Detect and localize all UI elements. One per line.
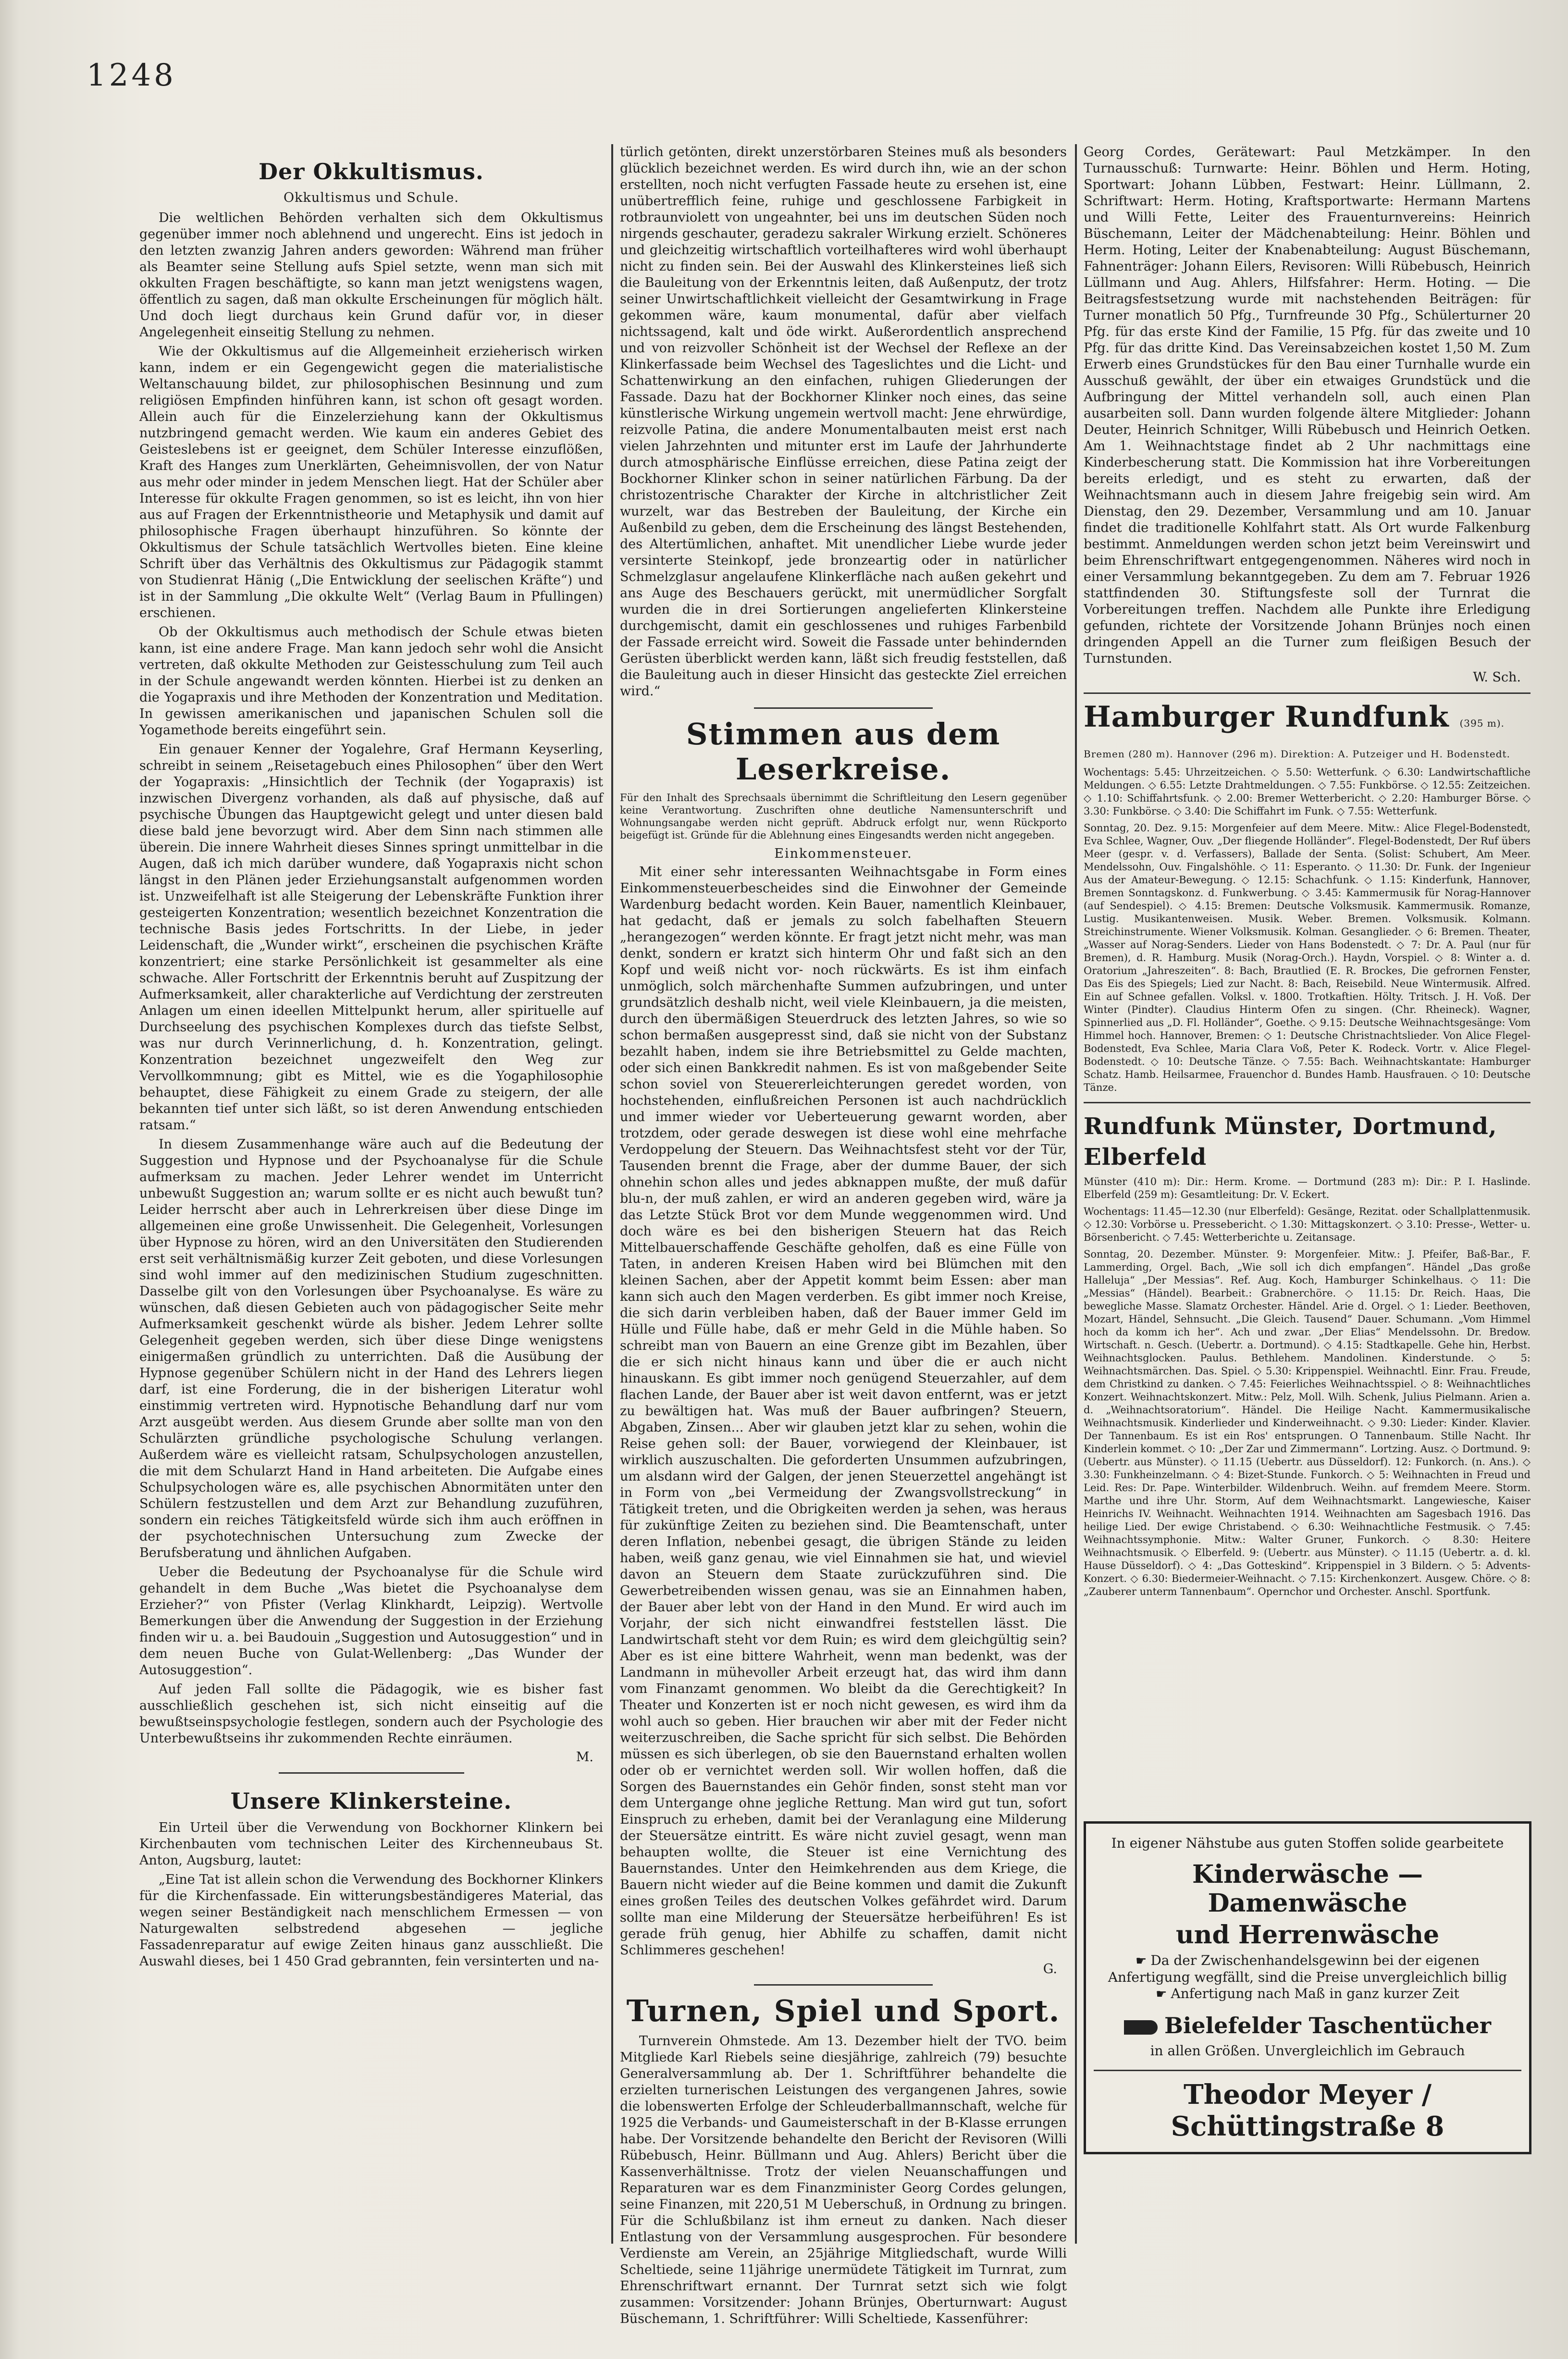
radio-program: Sonntag, 20. Dezember. Münster. 9: Morgenfeier. Mitw.: J. Pfeifer, Baß-Bar., F. Lammerding, Orgel. Bach, „Wie soll ich dich empfangen“. Händel „Das große Halleluja“ „Der Messias“. Ref. Aug. Koch, Hamburger Schinkelhaus. ◇ 11: Die „Messias“ (Händel). Bearbeit.: Grabnerchöre. ◇ 11.15: Dr. Reich. Haas, Die bewegliche Masse. Slamatz Orchester. Händel. Arie d. Orgel. ◇ 1: Lieder. Beethoven, Mozart, Händel, Sehnsucht. „Die Gleich. Tausend“ Dauer. Schumann. „Vom Himmel hoch da komm ich her“. Ach und zwar. „Der Elias“ Mendelssohn. Dr. Bredow. Wirtschaft. n. Gesch. (Uebertr. a. Dortmund). ◇ 4.15: Stadtkapelle. Gehe hin, Herbst. Weihnachtsglocken. Paulus. Bethlehem. Mandolinen. Kinderstunde. ◇ 5: Weihnachtsmärchen. Das. Spiel. ◇ 5.30: Krippenspiel. Weihnachtl. Einr. Frau. Freude, dem Christkind zu danken. ◇ 7.45: Feierliches Weihnachtsspiel. ◇ 8: Weihnachtliches Konzert. Weihnachtskonzert. Mitw.: Pelz, Moll. Wilh. Schenk, Julius Pielmann. Arien a. d. „Weihnachtsoratorium“. Händel. Die Heilige Nacht. Kammermusikalische Weihnachtsmusik. Kinderlieder und Kinderweihnacht. ◇ 9.30: Lieder: Kinder. Klavier. Der Tannenbaum. Es ist ein Ros' entsprungen. O Tannenbaum. Stille Nacht. Ihr Kinderlein kommet. ◇ 10: „Der Zar und Zimmermann“. Lortzing. Ausz. ◇ Dortmund. 9: (Uebertr. aus Münster). ◇ 11.15 (Uebertr. aus Düsseldorf). 12: Funkorch. (n. Ans.). ◇ 3.30: Funkheinzelmann. ◇ 4: Bizet-Stunde. Funkorch. ◇ 5: Weihnachten in Freud und Leid. Res: Dr. Pape. Winterbilder. Wildenbruch. Weihn. auf fremdem Meere. Storm. Marthe und ihre Uhr. Storm, Auf dem Weihnachtsmarkt. Langewiesche, Kaiser Heinrichs IV. Weihnacht. Weihnachten 1914. Weihnachten am Sagesbach 1916. Das heilige Lied. Der ewige Christabend. ◇ 6.30: Weihnachtliche Festmusik. ◇ 7.45: Weihnachtssymphonie. Mitw.: Walter Gruner, Funkorch. ◇ 8.30: Heitere Weihnachtsmusik. ◇ Elberfeld. 9: (Uebertr. aus Münster). ◇ 11.15 (Uebertr. a. d. kl. Hause Düsseldorf). ◇ 4: „Das Gotteskind“. Krippenspiel in 3 Bildern. ◇ 5: Advents-Konzert. ◇ 6.30: Biedermeier-Weihnacht. ◇ 7.15: Kirchenkonzert. Ausgew. Chöre. ◇ 8: „Zauberer unterm Tannenbaum“. Opernchor und Orchester. Anschl. Sportfunk.	[1084, 1248, 1531, 1597]
divider	[1084, 692, 1531, 694]
column-divider	[1075, 144, 1077, 2244]
ad-shop-name: Theodor Meyer / Schüttingstraße 8	[1094, 2070, 1521, 2142]
paragraph: In diesem Zusammenhange wäre auch auf die Bedeutung der Suggestion und Hypnose und der Psychoanalyse für die Schule aufmerksam zu machen. Jeder Lehrer wendet im Unterricht unbewußt Suggestion an; warum sollte er es nicht auch bewußt tun? Leider herrscht aber auch in Lehrerkreisen über diese Dinge im allgemeinen eine große Unwissenheit. Die Gelegenheit, Vorlesungen über Hypnose zu hören, wird an den Universitäten den Studierenden erst seit verhältnismäßig kurzer Zeit geboten, und diese Vorlesungen sind wohl immer auf den medizinischen Studium zugeschnitten. Dasselbe gilt von den Vorlesungen über Psychoanalyse. Es wäre zu wünschen, daß diesen Gebieten auch von pädagogischer Seite mehr Aufmerksamkeit geschenkt würde als bisher. Jedem Lehrer sollte Gelegenheit gegeben werden, sich über diese Dinge wenigstens einigermaßen gründlich zu unterrichten. Daß die Ausübung der Hypnose gegenüber Schülern nicht in der Hand des Lehrers liegen darf, ist eine Forderung, die in der bisherigen Literatur wohl einstimmig vertreten wird. Hypnotische Behandlung darf nur vom Arzt ausgeübt werden. Aus diesem Grunde aber sollte man von den Schulärzten gründliche psychologische Schulung verlangen. Außerdem wäre es vielleicht ratsam, Schulpsychologen anzustellen, die mit dem Schularzt Hand in Hand arbeiteten. Die Aufgabe eines Schulpsychologen wäre es, alle psychischen Abnormitäten unter den Schülern festzustellen und dem Arzt zur Behandlung zuzuführen, sondern ein reiches Tätigkeitsfeld würde sich ihm auch eröffnen in der psychotechnischen Untersuchung zum Zwecke der Berufsberatung und ähnlichen Aufgaben.	[139, 1137, 603, 1560]
paragraph: „Eine Tat ist allein schon die Verwendung des Bockhorner Klinkers für die Kirchenfassade. Ein witterungsbeständigeres Material, das wegen seiner Beständigkeit nach menschlichem Ermessen — von Naturgewalten selbstredend abgesehen — jegliche Fassadenreparatur auf ewige Zeiten hinaus ganz ausschließt. Die Auswahl dieses, bei 1 450 Grad gebrannten, fein versinterten und na-	[139, 1872, 603, 1969]
paragraph: Mit einer sehr interessanten Weihnachtsgabe in Form eines Einkommensteuerbescheides sind die Einwohner der Gemeinde Wardenburg bedacht worden. Kein Bauer, namentlich Kleinbauer, hat gedacht, daß er jemals zu solch fabelhaften Steuern „herangezogen“ werden könnte. Er fragt jetzt nicht mehr, was man denkt, sondern er kratzt sich hinterm Ohr und faßt sich an den Kopf und weiß nicht vor- noch rückwärts. Es ist ihm einfach unmöglich, solch märchenhafte Summen aufzubringen, und unter grundsätzlich deshalb nicht, weil viele Kleinbauern, ja die meisten, durch den übermäßigen Steuerdruck des letzten Jahres, so wie so schon bermaßen ausgepresst sind, daß sie nicht von der Substanz bezahlt haben, indem sie ihre Betriebsmittel zu Gelde machten, oder sich einen Bankkredit nahmen. Es ist von maßgebender Seite schon soviel von Steuererleichterungen geredet worden, von hochstehenden, einflußreichen Personen ist auch nachdrücklich und immer wieder vor Ueberteuerung gewarnt worden, aber trotzdem, oder gerade deswegen ist diese wohl eine mehrfache Verdoppelung der Steuern. Das Weihnachtsfest steht vor der Tür, Tausenden brennt die Frage, aber der dumme Bauer, der sich ohnehin schon alles und jedes abknappen mußte, der muß dafür blu-n, der muß zahlen, er wird an anderen gegeben wird, wäre ja das Letzte Stück Brot vor dem Munde weggenommen wird. Und doch wäre es bei den bisherigen Steuern hat das Reich Mittelbauerschaffende Geschäfte geholfen, daß es eine Fülle von Taten, in anderen Kreisen Haben wird bei Blümchen mit den kleinen Sachen, aber der Appetit kommt beim Essen: aber man kann sich auch den Magen verderben. Es gibt immer noch Kreise, die sich darin verbleiben haben, daß der Bauer immer Geld im Hülle und Fülle habe, daß er mehr Geld in die Mühle haben. So schreibt man von Bauern an eine Grenze gibt im Bezahlen, über die er sich nicht hinaus kann und über die er auch nicht hinauskann. Es gibt immer noch genügend Steuerzahler, auf dem flachen Lande, der Bauer aber ist weit davon entfernt, was er jetzt zu bewältigen hat. Was muß der Bauer aufbringen? Steuern, Abgaben, Zinsen... Aber wir glauben jetzt klar zu sehen, wohin die Reise gehen soll: der Bauer, vorwiegend der Kleinbauer, ist wirklich auszuschalten. Die geforderten Unsummen aufzubringen, um alsdann wird der Galgen, der jenen Steuerzettel angehängt ist in Form von „bei Vermeidung der Zwangsvollstreckung“ in Tätigkeit treten, und die Obrigkeiten werden ja sehen, was heraus für zukünftige Zeiten zu beziehen sind. Die Beamtenschaft, unter deren Inflation, nebenbei gesagt, die übrigen Stände zu leiden haben, weiß ganz genau, wie viel Einnahmen sie hat, und wieviel davon an Steuern dem Staate zurückzuführen sind. Die Gewerbetreibenden wissen genau, was sie an Einnahmen haben, der Bauer aber lebt von der Hand in den Mund. Er wird auch im Vorjahr, der sich nicht einwandfrei feststellen lässt. Die Landwirtschaft steht vor dem Ruin; es wird dem gleichgültig sein? Aber es ist eine bittere Wahrheit, wenn man bedenkt, was der Landmann in mühevoller Arbeit erzeugt hat, das wird ihm dann vom Finanzamt genommen. Wo bleibt da die Gerechtigkeit? In Theater und Konzerten ist er noch nicht gewesen, es wird ihm da wohl auch so geben. Hier brauchen wir aber mit der Feder nicht weiterzuschreiben, die Sache spricht für sich selbst. Die Behörden müssen es sich überlegen, ob sie den Bauernstand erhalten wollen oder ob er vernichtet werden soll. Wir wollen hoffen, daß die Sorgen des Bauernstandes ein Gehör finden, sonst steht man vor dem Untergange ohne jegliche Rettung. Man wird gut tun, sofort Einspruch zu erheben, damit bei der Veranlagung eine Milderung der Steuersätze eintritt. Es wäre nicht zuviel gesagt, wenn man behaupten wollte, die Steuer ist eine Vernichtung des Bauernstandes. Unter den Heimkehrenden aus dem Kriege, die Bauern nicht wieder auf die Beine kommen und damit die Zukunft eines großen Teiles des deutschen Volkes gefährdet wird. Darum sollte man eine Milderung der Steuersätze herbeiführen! Es ist gerade früh genug, hier Abhilfe zu schaffen, damit nicht Schlimmeres geschehen!	[620, 865, 1067, 1958]
article-title-klinkersteine: Unsere Klinkersteine.	[230, 1788, 512, 1814]
ad-headline-2: Bielefelder Taschentücher	[1094, 2011, 1521, 2040]
radio-hamburg-title	[1084, 702, 1531, 763]
ad-subline: in allen Größen. Unvergleichlich im Gebrauch	[1150, 2043, 1465, 2059]
divider	[1084, 1102, 1531, 1103]
author-signature: W. Sch.	[1473, 670, 1521, 685]
paragraph: Auf jeden Fall sollte die Pädagogik, wie es bisher fast ausschließlich geschehen ist, sich nicht einseitig auf die bewußtseinspsychologie festlegen, sondern auch der Psychologie des Unterbewußtseins ihr zukommenden Rechte einräumen.	[139, 1682, 603, 1746]
paragraph: Turnverein Ohmstede. Am 13. Dezember hielt der TVO. beim Mitgliede Karl Riebels seine diesjährige, zahlreich (79) besuchte Generalversammlung ab. Der 1. Schriftführer behandelte die erzielten turnerischen Leistungen des vergangenen Jahres, sowie die lobenswerten Erfolge der Schleuderballmannschaft, welche für 1925 die Verbands- und Gaumeisterschaft in der B-Klasse errungen habe. Der Vorsitzende behandelte den Bericht der Revisoren (Willi Rübebusch, Heinr. Büllmann und Aug. Ahlers) Bericht über die Kassenverhältnisse. Trotz der vielen Neuanschaffungen und Reparaturen war es dem Finanzminister Georg Cordes gelungen, seine Finanzen, mit 220,51 M Ueberschuß, in Ordnung zu bringen. Für die Schlußbilanz ist ihm erneut zu danken. Nach dieser Entlastung von der Versammlung ausgesprochen. Für besondere Verdienste am Verein, an 25jährige Mitgliedschaft, wurde Willi Scheltiede, seine 11jährige unermüdete Tätigkeit im Turnrat, zum Ehrenschriftwart ernannt. Der Turnrat setzt sich wie folgt zusammen: Vorsitzender: Johann Brünjes, Oberturnwart: August Büschemann, 1. Schriftführer: Willi Scheltiede, Kassenführer:	[620, 2034, 1067, 2326]
section-title-leserkreise: Stimmen aus dem Leserkreise.	[686, 716, 1001, 787]
paragraph: Wie der Okkultismus auf die Allgemeinheit erzieherisch wirken kann, indem er ein Gegengewicht gegen die materialistische Weltanschauung bildet, zur philosophischen Besinnung und zum religiösen Empfinden hinführen kann, ist schon oft gesagt worden. Allein auch für die Einzelerziehung kann der Okkultismus nutzbringend gemacht werden. Wie kaum ein anderes Gebiet des Geisteslebens ist er geeignet, dem Schüler Interesse einzuflößen, Kraft des Hanges zum Unerklärten, Geheimnisvollen, der von Natur aus mehr oder minder in jedem Menschen liegt. Hat der Schüler aber Interesse für okkulte Fragen genommen, so ist es leicht, ihn von hier aus auf Fragen der Erkenntnistheorie und Metaphysik und damit auf philosophische Fragen überhaupt hinzuführen. So könnte der Okkultismus der Schule tatsächlich Wertvolles bieten. Eine kleine Schrift über das Verhältnis des Okkultismus zur Pädagogik stammt von Studienrat Hänig („Die Entwicklung der seelischen Kräfte“) und ist in der Sammlung „Die okkulte Welt“ (Verlag Baum in Pfullingen) erschienen.	[139, 344, 603, 620]
paragraph: türlich getönten, direkt unzerstörbaren Steines muß als besonders glücklich bezeichnet werden. Es wird durch ihn, wie an der schon erstellten, noch nicht verfugten Fassade heute zu ersehen ist, eine unübertrefflich feine, ruhige und geschlossene Farbigkeit in rotbraunviolett von ungeahnter, bei uns im deutschen Süden noch nirgends geschauter, geradezu sakraler Wirkung erzielt. Schöneres und gleichzeitig wirtschaftlich vorteilhafteres wird wohl überhaupt nicht zu finden sein. Bei der Auswahl des Klinkersteines ließ sich die Bauleitung von der Erkenntnis leiten, daß Außenputz, der trotz seiner Unwirtschaftlichkeit vielleicht der Gesamtwirkung in Frage gekommen wäre, kaum monumental, dafür aber vielfach nichtssagend, kalt und öde wirkt. Außerordentlich ansprechend und von reizvoller Schönheit ist der Wechsel der Reflexe an der Klinkerfassade beim Wechsel des Tageslichtes und die Licht- und Schattenwirkung an den einfachen, ruhigen Gliederungen der Fassade. Dazu hat der Bockhorner Klinker noch eines, das seine künstlerische Wirkung ungemein wertvoll macht: Jene ehrwürdige, reizvolle Patina, die andere Monumentalbauten meist erst nach vielen Jahrzehnten und mitunter erst im Laufe der Jahrhunderte durch atmosphärische Einflüsse erreichen, diese Patina zeigt der Bockhorner Klinker schon in seiner natürlichen Färbung. Da der christozentrische Charakter der Kirche in altchristlicher Zeit wurzelt, war das Bestreben der Bauleitung, der Kirche ein Außenbild zu geben, dem die Erscheinung des längst Bestehenden, des Altertümlichen, anhaftet. Mit unendlicher Liebe wurde jeder versinterte Steinkopf, jede bronzeartig oder in natürlicher Schmelzglasur angelaufene Klinkerfläche nach außen gekehrt und ans Auge des Beschauers gerückt, mit unermüdlicher Sorgfalt wurden die in drei Sortierungen angelieferten Klinkersteine durchgemischt, damit ein geschlossenes und ruhiges Farbenbild der Fassade erreicht wird. Soweit die Fassade unter behindernden Gerüsten überblickt werden kann, läßt sich freudig feststellen, daß die Bauleitung auch in dieser Hinsicht das gesteckte Ziel erreichen wird.“	[620, 145, 1067, 699]
paragraph: Ueber die Bedeutung der Psychoanalyse für die Schule wird gehandelt in dem Buche „Was bietet die Psychoanalyse dem Erzieher?“ von Pfister (Verlag Klinkhardt, Leipzig). Wertvolle Bemerkungen über die Anwendung der Suggestion in der Erziehung finden wir u. a. bei Baudouin „Suggestion und Autosuggestion“ und in dem neuen Buche von Gulat-Wellenberg: „Das Wunder der Autosuggestion“.	[139, 1565, 603, 1678]
paragraph: Ein genauer Kenner der Yogalehre, Graf Hermann Keyserling, schreibt in seinem „Reisetagebuch eines Philosophen“ über den Wert der Yogapraxis: „Hinsichtlich der Technik (der Yogapraxis) ist inzwischen Divergenz vorhanden, als daß auf physische, daß auf psychische Übungen das Hauptgewicht gelegt und unter diesen bald diese bald jene bevorzugt wird. Aber dem Sinn nach stimmen alle überein. Die innere Wahrheit dieses Sinnes springt unmittelbar in die Augen, daß ich mich darüber wundere, daß Yogapraxis nicht schon längst in den Plänen jeder Erziehungsanstalt aufgenommen worden ist. Unzweifelhaft ist alle Steigerung der Lebenskräfte Funktion ihrer gesteigerten Konzentration; wesentlich bezeichnet Konzentration die technische Basis jedes Fortschritts. In der Liebe, in jeder Leidenschaft, die „Wunder wirkt“, erscheinen die psychischen Kräfte konzentriert; eine starke Persönlichkeit ist gesammelter als eine schwache. Aller Fortschritt der Erkenntnis beruht auf Zuspitzung der Aufmerksamkeit, aller charakterliche auf Verdichtung der zerstreuten Anlagen um einen ideellen Mittelpunkt herum, aller spirituelle auf Durchseelung des psychischen Komplexes durch das tiefste Selbst, was nur durch Verinnerlichung, d. h. Konzentration, gelingt. Konzentration bezeichnet ungezweifelt den Weg zur Vervollkommnung; gibt es Mittel, wie es die Yogaphilosophie behauptet, diese Fähigkeit zu einem Grade zu steigern, der alle bekannten tief unter sich läßt, so ist deren Anwendung entschieden ratsam.“	[139, 742, 603, 1133]
radio-station-meta: (395 m). Bremen (280 m). Hannover (296 m). Direktion: A. Putzeiger und H. Bodenstedt.	[1084, 717, 1510, 760]
divider	[754, 707, 933, 709]
paragraph: Ein Urteil über die Verwendung von Bockhorner Klinkern bei Kirchenbauten vom technischen Leiter des Kirchenneubaus St. Anton, Augsburg, lautet:	[139, 1820, 603, 1868]
pointing-hand-icon: ☛	[1156, 1987, 1167, 2001]
paragraph: Georg Cordes, Gerätewart: Paul Metzkämper. In den Turnausschuß: Turnwarte: Heinr. Böhlen und Herm. Hoting, Sportwart: Johann Lübben, Festwart: Heinr. Lüllmann, 2. Schriftwart: Herm. Hoting, Kraftsportwarte: Hermann Martens und Willi Fette, Leiter des Frauenturnvereins: Heinrich Büschemann, Leiter der Mädchenabteilung: Heinr. Böhlen und Herm. Hoting, Leiter der Knabenabteilung: August Büschemann, Fahnenträger: Johann Eilers, Revisoren: Willi Rübebusch, Heinrich Lüllmann und Aug. Ahlers, Hilfsfahrer: Herm. Hoting. — Die Beitragsfestsetzung wurde mit nachstehenden Beiträgen: für Turner monatlich 50 Pfg., Turnfreunde 30 Pfg., Schülerturner 20 Pfg. für das erste Kind der Familie, 15 Pfg. für das zweite und 10 Pfg. für das dritte Kind. Das Vereinsabzeichen kostet 1,50 M. Zum Erwerb eines Grundstückes für den Bau einer Turnhalle wurde ein Ausschuß gewählt, der über ein etwaiges Grundstück und die Aufbringung der Mittel verhandeln soll, auch einen Plan ausarbeiten soll. Dann wurden folgende ältere Mitglieder: Johann Deuter, Heinrich Schnitger, Willi Rübebusch und Heinrich Oetken. Am 1. Weihnachtstage findet ab 2 Uhr nachmittags eine Kinderbescherung statt. Die Kommission hat ihre Vorbereitungen bereits erledigt, und es steht zu erwarten, daß der Weihnachtsmann auch in diesem Jahre freigebig sein wird. Am Dienstag, den 29. Dezember, Versammlung und am 10. Januar findet die traditionelle Kohlfahrt statt. Als Ort wurde Falkenburg bestimmt. Anmeldungen werden schon jetzt beim Vereinswirt und beim Ehrenschriftwart entgegengenommen. Näheres wird noch in einer Versammlung bekanntgegeben. Zu dem am 7. Februar 1926 stattfindenden 30. Stiftungsfeste soll der Turnrat die Vorbereitungen treffen. Nachdem alle Punkte ihre Erledigung gefunden, richtete der Vorsitzende Johann Brünjes noch einen dringenden Appell an die Turner zum fleißigen Besuch der Turnstunden.	[1084, 145, 1531, 666]
pointing-hand-icon	[1124, 2020, 1158, 2035]
page-number: 1248	[86, 58, 176, 93]
article-title-okkultismus: Der Okkultismus.	[259, 159, 484, 185]
radio-weekday-schedule: Wochentags: 5.45: Uhrzeitzeichen. ◇ 5.50: Wetterfunk. ◇ 6.30: Landwirtschaftliche Meldungen. ◇ 6.55: Letzte Drahtmeldungen. ◇ 7.55: Funkbörse. ◇ 12.55: Zeitzeichen. ◇ 1.10: Schiffahrtsfunk. ◇ 2.00: Bremer Wetterbericht. ◇ 2.20: Hamburger Börse. ◇ 3.30: Funkbörse. ◇ 3.40: Die Schiffahrt im Funk. ◇ 7.55: Wetterfunk.	[1084, 766, 1531, 817]
ad-headline: und Herrenwäsche	[1175, 1920, 1440, 1950]
radio-program: Sonntag, 20. Dez. 9.15: Morgenfeier auf dem Meere. Mitw.: Alice Flegel-Bodenstedt, Eva Schlee, Wagner, Ouv. „Der fliegende Holländer“. Flegel-Bodenstedt, Der Ruf übers Meer (gespr. v. d. Verfassers), Ballade der Senta. (Solist: Schubert, Am Meer. Mendelssohn, Ouv. Fingalshöhle. ◇ 11: Esperanto. ◇ 11.30: Dr. Funk. der Ingenieur Aus der Amateur-Bewegung. ◇ 12.15: Schachfunk. ◇ 1.15: Kinderfunk, Hannover, Bremen Sonntagskonz. d. Funkwerbung. ◇ 3.45: Kammermusik für Norag-Hannover (auf Sendespiel). ◇ 4.15: Bremen: Deutsche Volksmusik. Kammermusik. Romanze, Lustig. Musikantenweisen. Musik. Weber. Bremen. Volksmusik. Kolmann. Streichinstrumente. Wiener Volksmusik. Kolman. Gesanglieder. ◇ 6: Bremen. Theater, „Wasser auf Norag-Senders. Lieder von Hans Bodenstedt. ◇ 7: Dr. A. Paul (nur für Bremen), d. R. Hamburg. Musik (Norag-Orch.). Haydn, Vorspiel. ◇ 8: Winter a. d. Oratorium „Jahreszeiten“. 8: Bach, Brautlied (E. R. Brockes, Die gefrornen Fenster, Das Eis des Spiegels; Lied zur Nacht. 8: Bach, Reisebild. Neue Wintermusik. Alfred. Ein auf Schnee gefallen. Volksl. v. 1800. Trotkaftien. Hölty. Tritsch. J. H. Voß. Der Winter (Pindter). Claudius Hinterm Ofen zu singen. (Chr. Rheineck). Wagner, Spinnerlied aus „D. Fl. Holländer“, Goethe. ◇ 9.15: Deutsche Weihnachtsgesänge: Vom Himmel hoch. Hannover, Bremen: ◇ 1: Deutsche Christnachtslieder. Von Alice Flegel-Bodenstedt, Eva Schlee, Maria Clara Voß, Peter K. Rodeck. Vortr. v. Alice Flegel-Bodenstedt. ◇ 10: Deutsche Tänze. ◇ 7.55: Bach. Weihnachtskantate: Hamburger Schatz. Hamb. Heilsarmee, Frauenchor d. Bundes Hamb. Hausfrauen. ◇ 10: Deutsche Tänze.	[1084, 822, 1531, 1093]
advertisement-theodor-meyer	[1084, 1821, 1531, 2154]
editorial-notice: Für den Inhalt des Sprechsaals übernimmt die Schriftleitung den Lesern gegenüber keine Verantwortung. Zuschriften ohne deutliche Namensunterschrift und Wohnungsangabe werden nicht geprüft. Abdruck erfolgt nur, wenn Rückporto beigefügt ist. Gründe für die Ablehnung eines Eingesandts werden nicht angegeben.	[620, 792, 1067, 841]
ad-bullet: ☛ Da der Zwischenhandelsgewinn bei der eigenen Anfertigung wegfällt, sind die Preise unvergleichlich billig	[1108, 1952, 1507, 1985]
ad-bullet: ☛ Anfertigung nach Maß in ganz kurzer Zeit	[1156, 1986, 1459, 2001]
article-subtitle: Okkultismus und Schule.	[284, 190, 459, 205]
author-signature: M.	[576, 1750, 593, 1765]
ad-headline: Kinderwäsche — Damenwäsche	[1192, 1860, 1423, 1918]
author-signature: G.	[1043, 1962, 1057, 1976]
radio-muenster-title: Rundfunk Münster, Dortmund, Elberfeld	[1084, 1113, 1497, 1171]
radio-station-meta: Münster (410 m): Dir.: Herm. Krome. — Dortmund (283 m): Dir.: P. I. Haslinde. Elberfeld (259 m): Gesamtleitung: Dr. V. Eckert.	[1084, 1176, 1531, 1200]
pointing-hand-icon: ☛	[1136, 1954, 1147, 1968]
column-divider	[611, 144, 613, 2244]
letter-title: Einkommensteuer.	[774, 846, 913, 861]
divider	[279, 1772, 464, 1774]
radio-weekday-schedule: Wochentags: 11.45—12.30 (nur Elberfeld): Gesänge, Rezitat. oder Schallplattenmusik. ◇ 12.30: Vorbörse u. Pressebericht. ◇ 1.30: Mittagskonzert. ◇ 3.10: Presse-, Wetter- u. Börsenbericht. ◇ 7.45: Wetterberichte u. Zeitansage.	[1084, 1206, 1531, 1243]
column-1	[139, 144, 603, 2244]
paragraph: Ob der Okkultismus auch methodisch der Schule etwas bieten kann, ist eine andere Frage. Man kann jedoch sehr wohl die Ansicht vertreten, daß okkulte Methoden zur Geistesschulung zum Teil auch in der Schule angewandt werden könnten. Hierbei ist zu denken an die Yogapraxis und ihre Methoden der Konzentration und Meditation. In gewissen amerikanischen und japanischen Schulen soll die Yogamethode bereits eingeführt sein.	[139, 625, 603, 738]
section-title-sport: Turnen, Spiel und Sport.	[626, 1993, 1061, 2028]
paragraph: Die weltlichen Behörden verhalten sich dem Okkultismus gegenüber immer noch ablehnend und ungerecht. Eins ist jedoch in den letzten zwanzig Jahren anders geworden: Während man früher als Beamter seine Stellung aufs Spiel setzte, wenn man sich mit okkulten Fragen beschäftigte, so kann man jetzt wenigstens wagen, öffentlich zu sagen, daß man okkulte Erscheinungen für möglich hält. Und doch liegt durchaus kein Grund dafür vor, in dieser Angelegenheit einseitig Stellung zu nehmen.	[139, 210, 603, 340]
column-2	[620, 144, 1067, 2326]
radio-station-name: Hamburger Rundfunk	[1084, 700, 1449, 734]
divider	[754, 1984, 933, 1986]
ad-intro: In eigener Nähstube aus guten Stoffen solide gearbeitete	[1111, 1835, 1504, 1851]
